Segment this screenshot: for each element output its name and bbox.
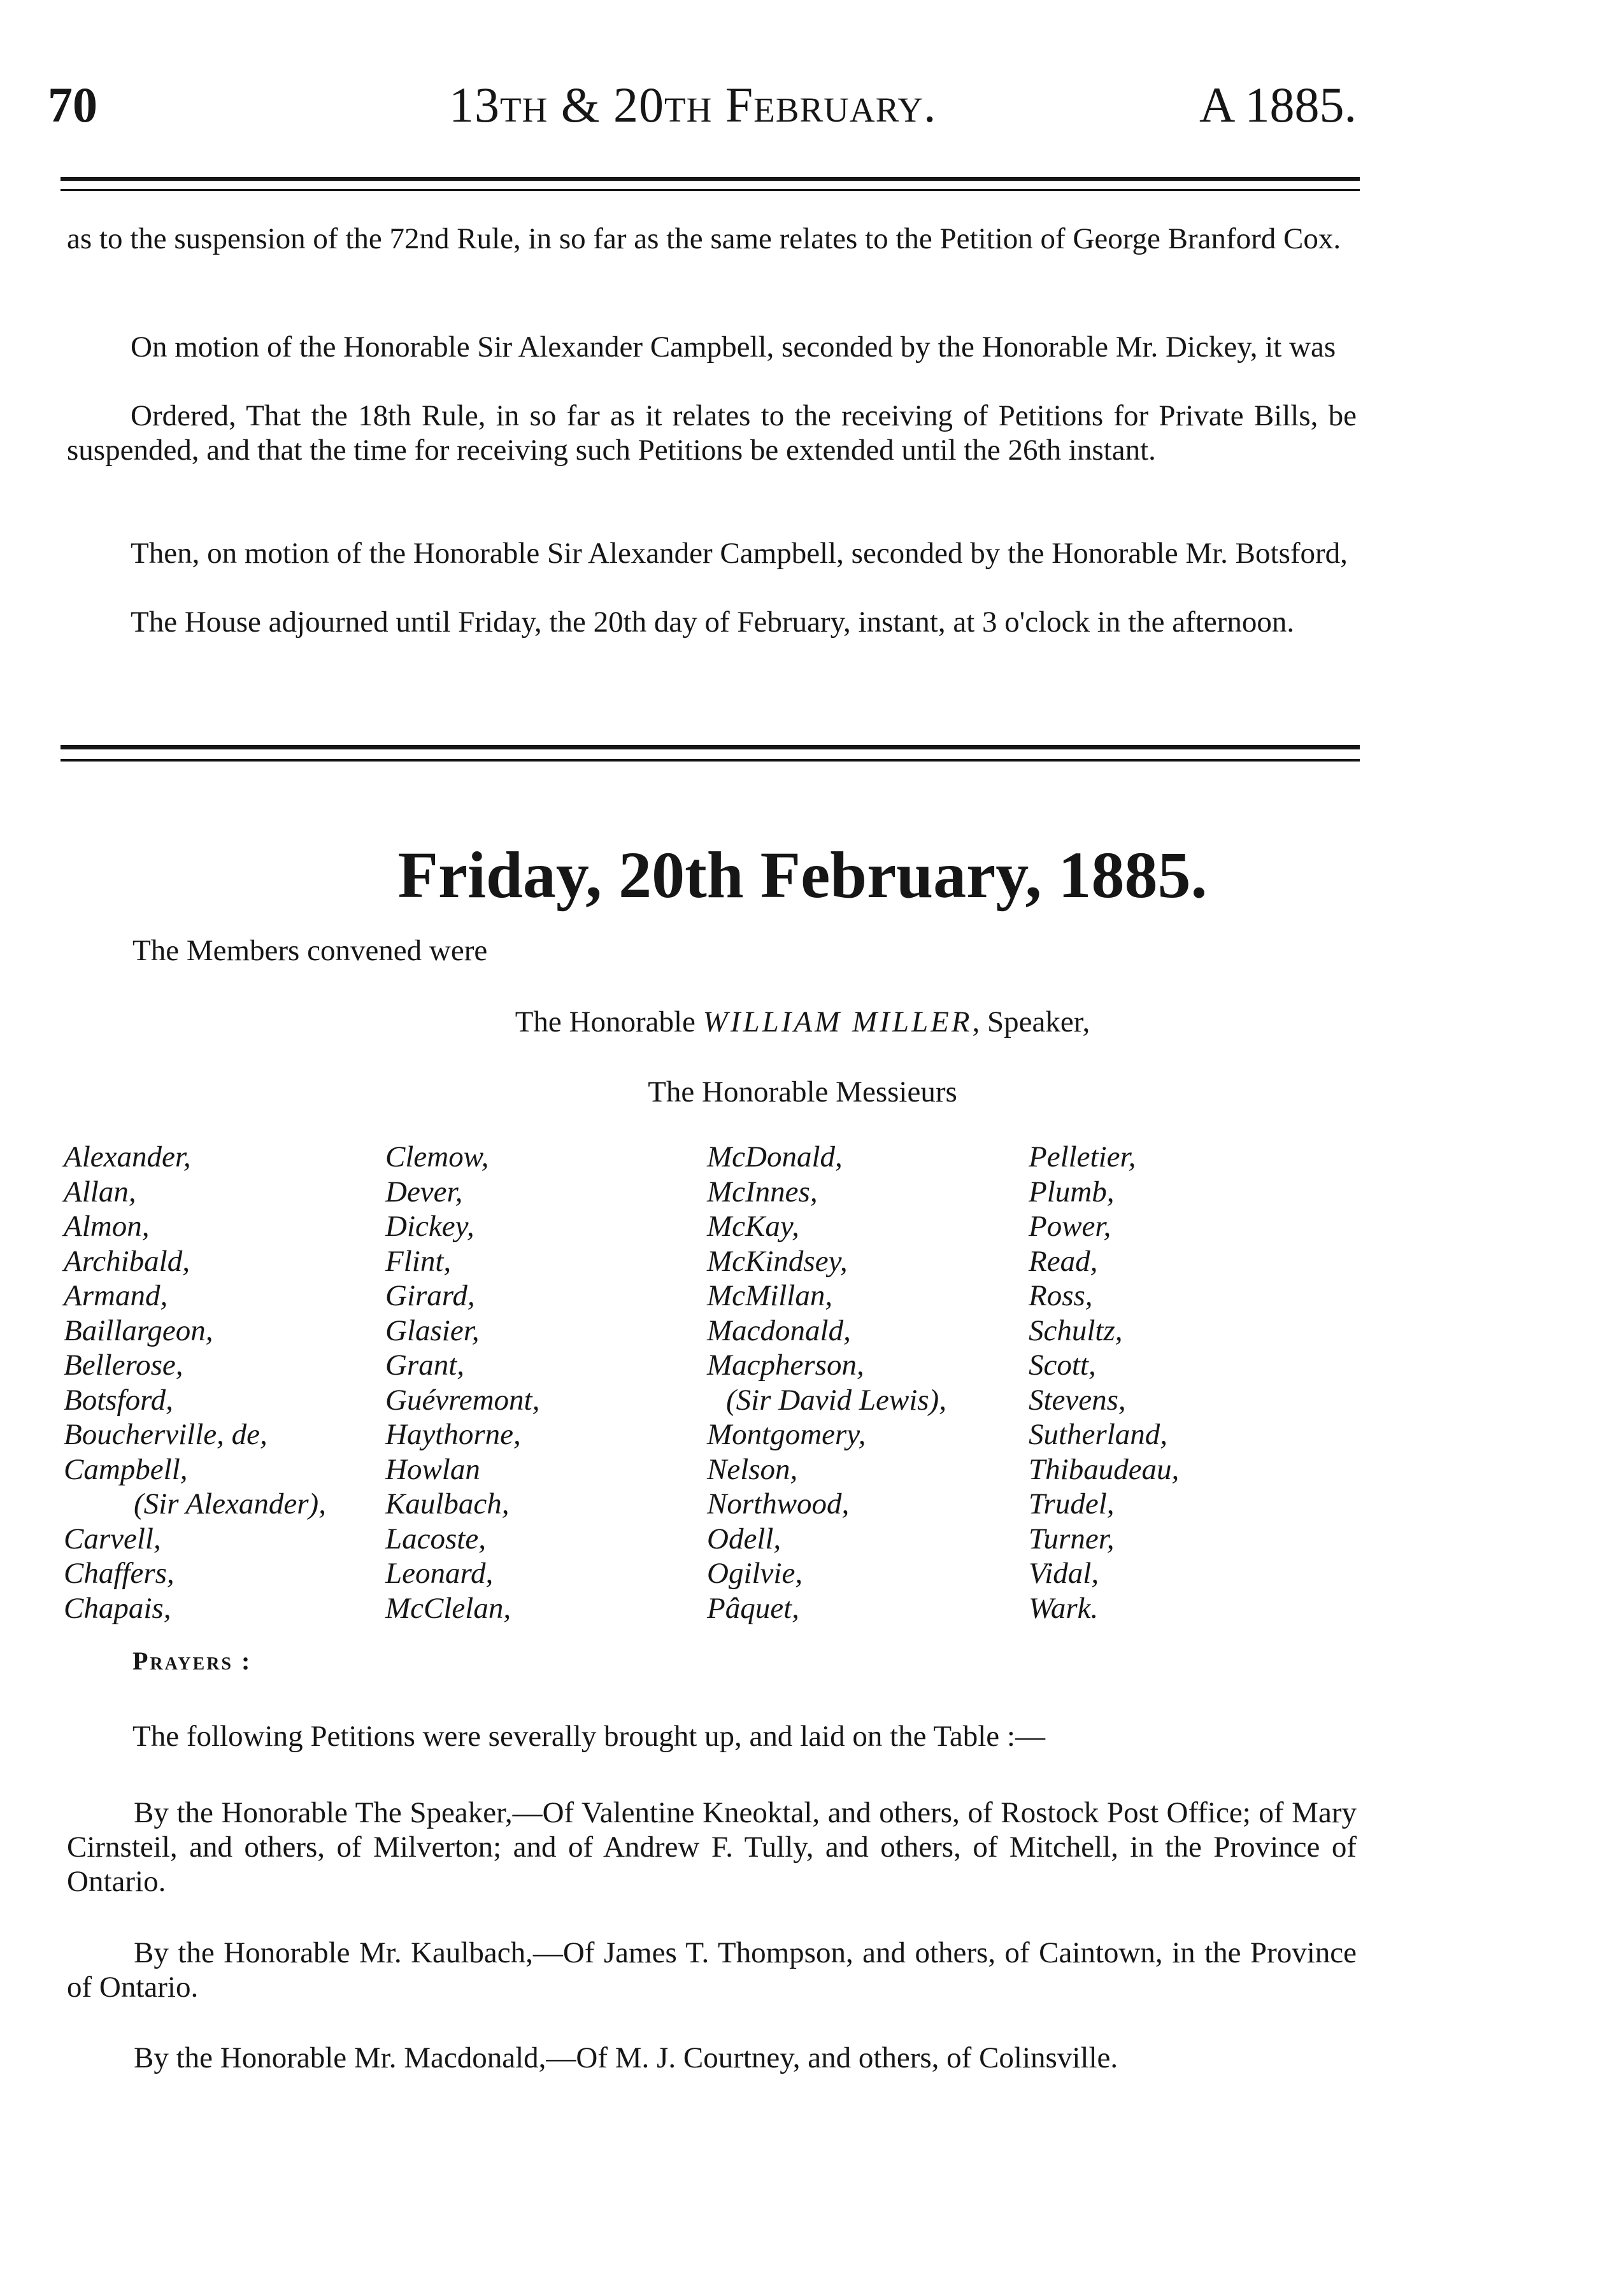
member-name: Pelletier, — [1029, 1140, 1136, 1173]
header-rule — [61, 177, 1360, 191]
member-name: Dever, — [385, 1175, 463, 1208]
member-name: Allan, — [64, 1175, 136, 1208]
petition-macdonald: By the Honorable Mr. Macdonald,—Of M. J. Courtney, and others, of Colinsville. — [134, 2041, 1118, 2074]
motion-rule18-intro: On motion of the Honorable Sir Alexander Campbell, seconded by the Honorable Mr. Dickey, it was — [131, 330, 1336, 364]
speaker-name: WILLIAM MILLER — [703, 1005, 973, 1038]
members-column-2 — [385, 1140, 539, 1626]
member-name: Bellerose, — [64, 1349, 183, 1382]
adjourn-text: The House adjourned until Friday, the 20th day of February, instant, at 3 o'clock in the afternoon. — [131, 606, 1295, 639]
member-name: Pâquet, — [707, 1591, 799, 1625]
member-name: Chapais, — [64, 1591, 171, 1625]
messieurs-line: The Honorable Messieurs — [648, 1075, 957, 1109]
member-name: Ogilvie, — [707, 1557, 803, 1590]
member-name: Leonard, — [385, 1557, 494, 1590]
petitions-intro: The following Petitions were severally brought up, and laid on the Table :— — [132, 1720, 1045, 1753]
member-name: Macpherson, — [707, 1349, 864, 1382]
member-name: Stevens, — [1029, 1383, 1126, 1417]
member-name: (Sir David Lewis), — [726, 1383, 946, 1417]
member-name: Montgomery, — [707, 1418, 866, 1451]
member-name: Howlan — [385, 1452, 480, 1486]
member-name: Clemow, — [385, 1140, 489, 1173]
member-name: Vidal, — [1029, 1557, 1099, 1590]
member-name: Schultz, — [1029, 1314, 1123, 1347]
member-name: Macdonald, — [707, 1314, 851, 1347]
member-name: Read, — [1029, 1244, 1098, 1278]
member-name: Odell, — [707, 1522, 781, 1555]
member-name: Armand, — [64, 1279, 168, 1312]
member-name: McKay, — [707, 1210, 799, 1243]
member-name: Thibaudeau, — [1029, 1452, 1180, 1486]
sitting-heading: Friday, 20th February, 1885. — [397, 839, 1208, 912]
member-name: Turner, — [1029, 1522, 1115, 1555]
member-name: McMillan, — [707, 1279, 833, 1312]
member-name: Botsford, — [64, 1383, 173, 1417]
section-rule — [61, 745, 1360, 762]
member-name: Glasier, — [385, 1314, 480, 1347]
member-name: Sutherland, — [1029, 1418, 1168, 1451]
page-number: 70 — [48, 77, 97, 132]
member-name: Ross, — [1029, 1279, 1093, 1312]
member-name: McClelan, — [385, 1591, 511, 1625]
member-name: Wark. — [1029, 1591, 1099, 1625]
member-name: Haythorne, — [385, 1418, 521, 1451]
speaker-suffix: , Speaker, — [972, 1005, 1090, 1038]
member-name: Dickey, — [385, 1210, 474, 1243]
member-name: Northwood, — [707, 1487, 850, 1520]
member-name: Almon, — [64, 1210, 150, 1243]
member-name: Chaffers, — [64, 1557, 175, 1590]
member-name: Scott, — [1029, 1349, 1096, 1382]
member-name: Baillargeon, — [64, 1314, 213, 1347]
petition-kaulbach: By the Honorable Mr. Kaulbach,—Of James T. Thompson, and others, of Caintown, in the Province of Ontario. — [67, 1936, 1357, 2004]
speaker-prefix: The Honorable — [515, 1005, 703, 1038]
member-name: Trudel, — [1029, 1487, 1115, 1520]
member-name: Lacoste, — [385, 1522, 486, 1555]
member-name: Grant, — [385, 1349, 465, 1382]
running-head — [48, 64, 1357, 146]
member-name: Kaulbach, — [385, 1487, 510, 1520]
adjourn-motion-intro: Then, on motion of the Honorable Sir Alexander Campbell, seconded by the Honorable Mr. Botsford, — [131, 537, 1348, 570]
member-name: Guévremont, — [385, 1383, 540, 1417]
member-name: Carvell, — [64, 1522, 161, 1555]
members-column-1 — [64, 1140, 326, 1626]
member-name: McDonald, — [707, 1140, 843, 1173]
member-name: (Sir Alexander), — [134, 1487, 326, 1520]
member-name: Nelson, — [707, 1452, 798, 1486]
member-name: Plumb, — [1029, 1175, 1115, 1208]
page-year: A 1885. — [1199, 77, 1357, 132]
motion-rule18-order: Ordered, That the 18th Rule, in so far as it relates to the receiving of Petitions for Private Bills, be suspended, and that the time for receiving such Petitions be extended until the 26th instant. — [67, 399, 1357, 467]
member-name: Power, — [1029, 1210, 1111, 1243]
members-column-4 — [1029, 1140, 1179, 1626]
member-name: McKindsey, — [707, 1244, 848, 1278]
member-name: McInnes, — [707, 1175, 818, 1208]
continuation-paragraph: as to the suspension of the 72nd Rule, in so far as the same relates to the Petition of George Branford Cox. — [67, 222, 1341, 255]
page-date-range: 13th & 20th February. — [449, 77, 937, 132]
speaker-line — [0, 1003, 1605, 1041]
member-name: Flint, — [385, 1244, 452, 1278]
prayers-label: Prayers : — [132, 1647, 252, 1675]
member-name: Campbell, — [64, 1452, 188, 1486]
petition-speaker: By the Honorable The Speaker,—Of Valentine Kneoktal, and others, of Rostock Post Office; of Mary Cirnsteil, and others, of Milverton; and of Andrew F. Tully, and others, of Mitchell, in the Province of Ontario. — [67, 1796, 1357, 1898]
member-name: Archibald, — [64, 1244, 190, 1278]
member-name: Girard, — [385, 1279, 475, 1312]
members-convened: The Members convened were — [132, 934, 488, 967]
member-name: Boucherville, de, — [64, 1418, 268, 1451]
member-name: Alexander, — [64, 1140, 191, 1173]
members-column-3 — [707, 1140, 946, 1626]
